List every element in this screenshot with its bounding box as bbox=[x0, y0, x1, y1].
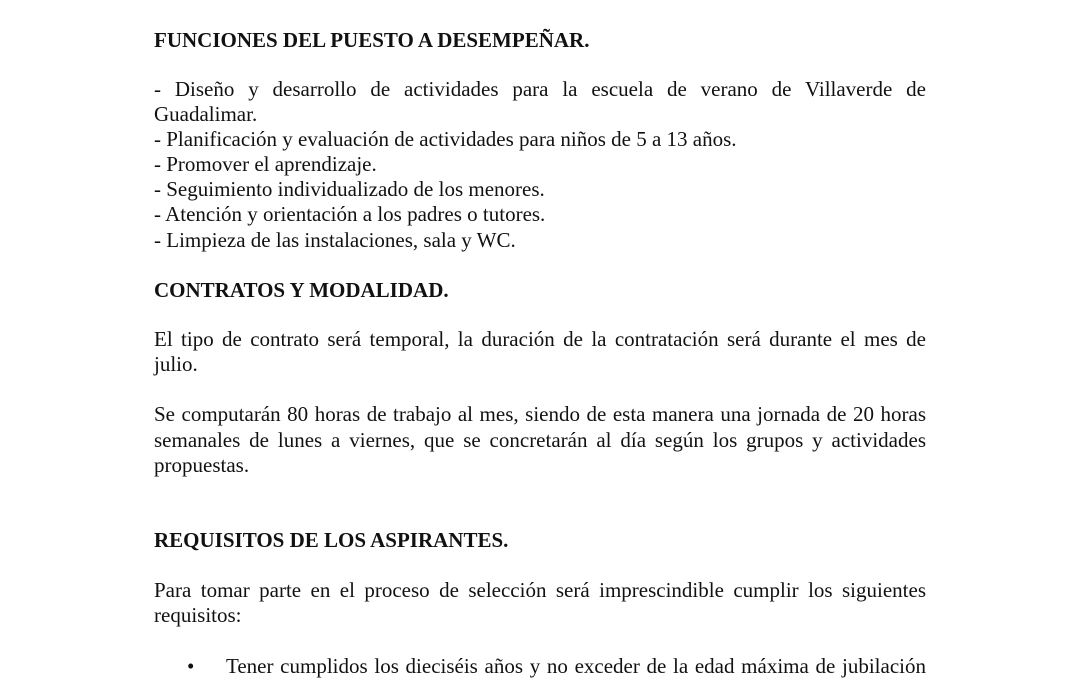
funciones-line-4: - Promover el aprendizaje. bbox=[154, 152, 377, 176]
funciones-line-6: - Atención y orientación a los padres o tutores. bbox=[154, 202, 546, 226]
funciones-line-3: - Planificación y evaluación de actividades para niños de 5 a 13 años. bbox=[154, 127, 737, 151]
contratos-p2-line-1: Se computarán 80 horas de trabajo al mes, siendo de esta manera una jornada de 20 horas bbox=[154, 402, 926, 426]
funciones-line-2: Guadalimar. bbox=[154, 102, 258, 126]
contratos-p1-line-2: julio. bbox=[154, 352, 198, 376]
section-heading-funciones: FUNCIONES DEL PUESTO A DESEMPEÑAR. bbox=[154, 28, 590, 52]
requisitos-intro-line-1: Para tomar parte en el proceso de selección será imprescindible cumplir los siguientes bbox=[154, 578, 926, 602]
contratos-p2-line-2: semanales de lunes a viernes, que se concretarán al día según los grupos y actividades bbox=[154, 428, 926, 452]
section-heading-requisitos: REQUISITOS DE LOS ASPIRANTES. bbox=[154, 528, 509, 552]
contratos-p2-line-3: propuestas. bbox=[154, 453, 250, 477]
funciones-line-1: - Diseño y desarrollo de actividades para la escuela de verano de Villaverde de bbox=[154, 77, 926, 101]
bullet-text: Tener cumplidos los dieciséis años y no exceder de la edad máxima de jubilación bbox=[226, 654, 926, 678]
section-heading-contratos: CONTRATOS Y MODALIDAD. bbox=[154, 278, 449, 302]
funciones-line-7: - Limpieza de las instalaciones, sala y WC. bbox=[154, 228, 516, 252]
contratos-p1-line-1: El tipo de contrato será temporal, la duración de la contratación será durante el mes de bbox=[154, 327, 926, 351]
requisitos-intro-line-2: requisitos: bbox=[154, 603, 242, 627]
bullet-icon: • bbox=[187, 654, 195, 678]
funciones-line-5: - Seguimiento individualizado de los menores. bbox=[154, 177, 545, 201]
